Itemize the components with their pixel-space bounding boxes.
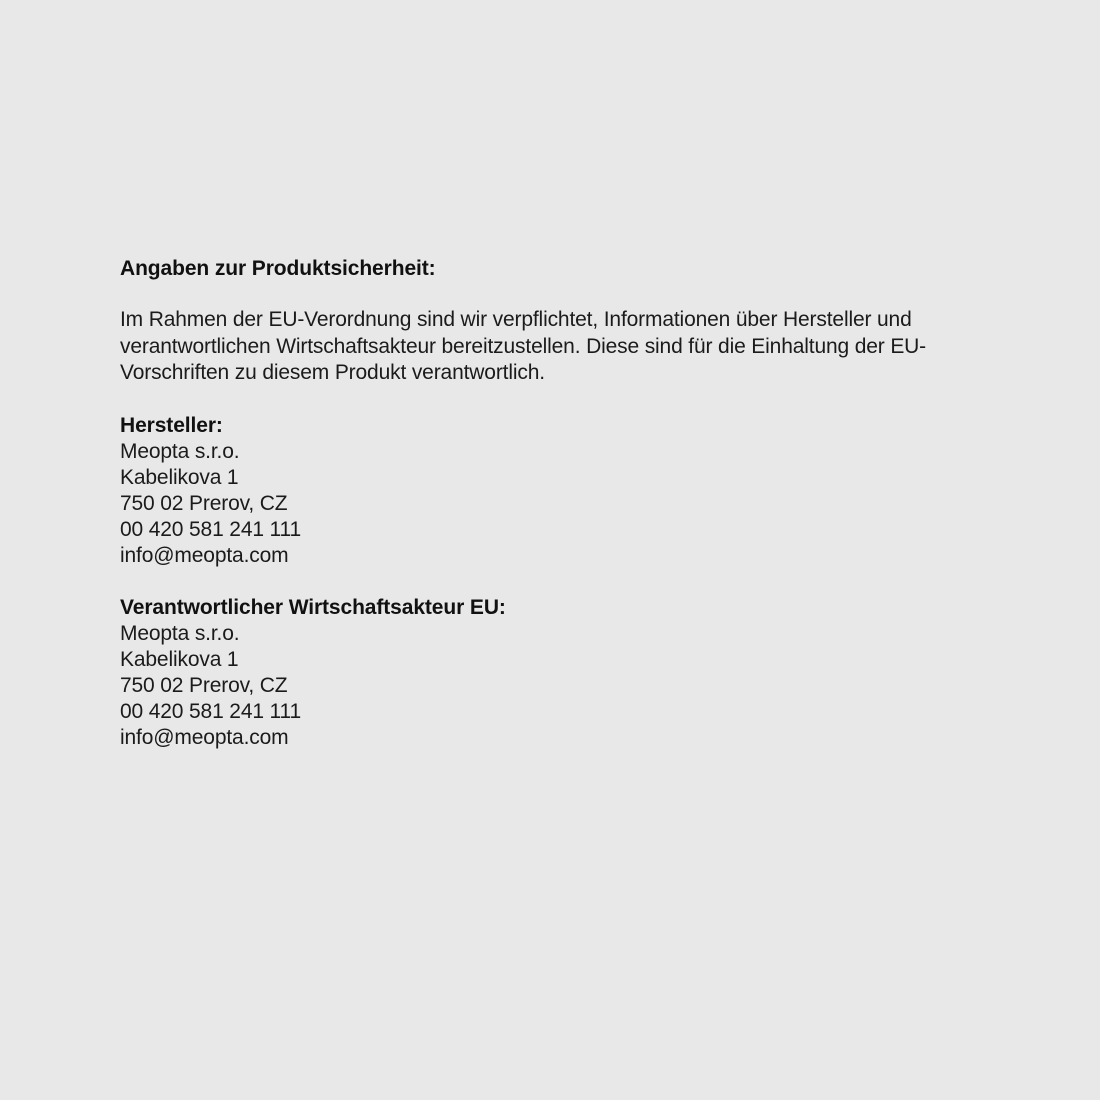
intro-paragraph: Im Rahmen der EU-Verordnung sind wir verpflichtet, Informationen über Hersteller und verantwortlichen Wirtschaftsakteur bereitzustellen. Diese sind für die Einhaltung der EU-Vorschriften zu diesem Produkt verantwortlich.	[120, 308, 927, 384]
manufacturer-phone: 00 420 581 241 111	[120, 517, 302, 541]
responsible-operator-city: 750 02 Prerov, CZ	[120, 673, 288, 697]
responsible-operator-email: info@meopta.com	[120, 725, 289, 749]
responsible-operator-phone: 00 420 581 241 111	[120, 699, 302, 723]
manufacturer-title: Hersteller:	[120, 413, 223, 437]
responsible-operator-street: Kabelikova 1	[120, 647, 239, 671]
content-container	[120, 255, 980, 751]
responsible-operator-title: Verantwortlicher Wirtschaftsakteur EU:	[120, 595, 506, 619]
manufacturer-street: Kabelikova 1	[120, 465, 239, 489]
spacer-after-intro	[120, 387, 980, 413]
manufacturer-city: 750 02 Prerov, CZ	[120, 491, 288, 515]
spacer-between-blocks	[120, 569, 980, 595]
responsible-operator-company: Meopta s.r.o.	[120, 621, 240, 645]
responsible-operator-block	[120, 595, 980, 751]
manufacturer-email: info@meopta.com	[120, 543, 289, 567]
manufacturer-block	[120, 413, 980, 569]
page-title: Angaben zur Produktsicherheit:	[120, 257, 436, 280]
spacer-after-title	[120, 283, 980, 307]
manufacturer-company: Meopta s.r.o.	[120, 439, 240, 463]
